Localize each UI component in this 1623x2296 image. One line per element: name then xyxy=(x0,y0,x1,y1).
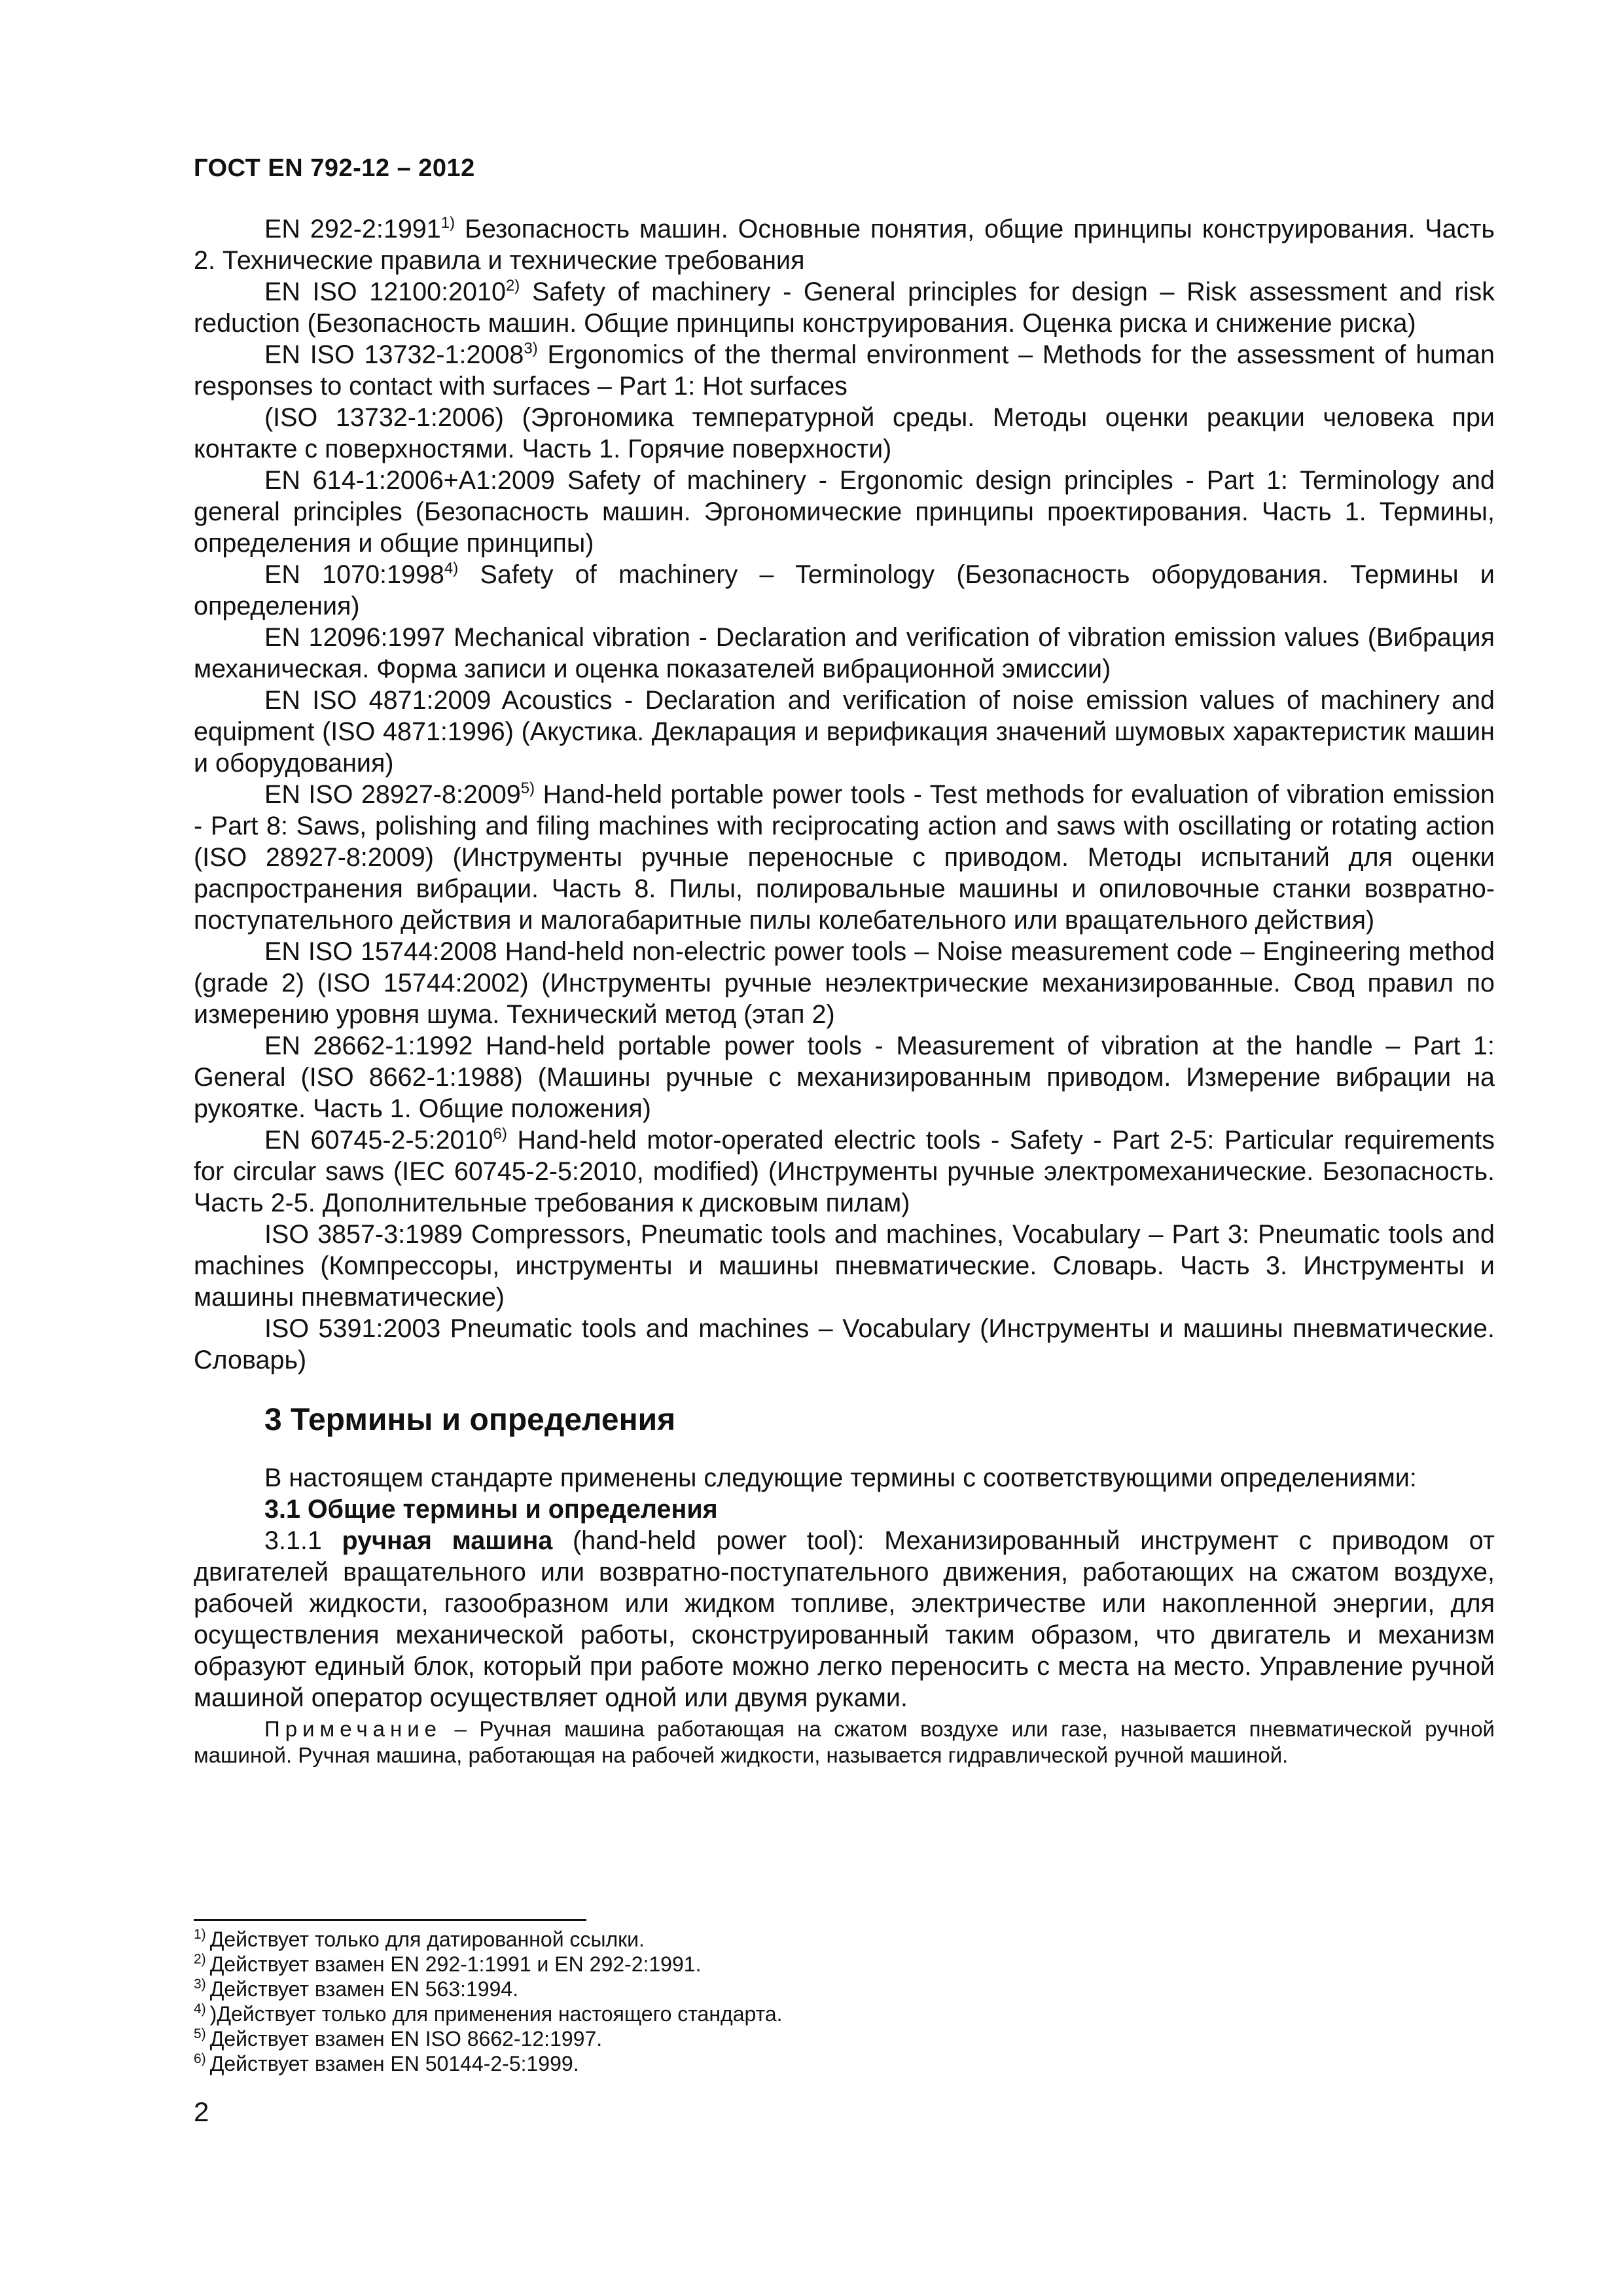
term-definition xyxy=(194,1525,1495,1713)
reference-title: Hand-held portable power tools - Test methods for evaluation of vibration emission - Part 8: Saws, polishing and filing machines with reciprocating action and saws with oscillating or rotating action (ISO 28927-8:2009) (Инструменты ручные переносные с приводом. Методы испытаний для оценки распространения вибрации. Часть 8. Пилы, полировальные машины и опиловочные станки возвратно-поступательного действия и малогабаритные пилы колебательного или вращательного действия) xyxy=(194,780,1495,935)
reference-title: Safety of machinery - General principles for design – Risk assessment and risk reduction (Безопасность машин. Общие принципы конструирования. Оценка риска и снижение риска) xyxy=(194,278,1495,338)
term-number: 3.1.1 xyxy=(264,1526,342,1555)
footnote-text: Действует взамен EN 292-1:1991 и EN 292-2:1991. xyxy=(209,1952,702,1976)
reference-entry xyxy=(194,559,1495,622)
reference-entry xyxy=(194,465,1495,559)
footnote xyxy=(194,2026,1495,2051)
reference-entry xyxy=(194,339,1495,402)
reference-entry xyxy=(194,276,1495,339)
note-label: Примечание xyxy=(264,1717,442,1741)
footnotes-list xyxy=(194,1927,1495,2076)
footnote-mark: 2) xyxy=(194,1952,206,1967)
term-definition-text: (hand-held power tool): Механизированный инструмент с приводом от двигателей вращательного или возвратно-поступательного движения, работающих на сжатом воздухе, рабочей жидкости, газообразном или жидком топливе, электричестве или накопленной энергии, для осуществления механической работы, сконструированный таким образом, что двигатель и механизм образуют единый блок, который при работе можно легко переносить с места на место. Управление ручной машиной оператор осуществляет одной или двумя руками. xyxy=(194,1526,1495,1712)
reference-code: EN 614-1:2006+A1:2009 xyxy=(264,466,555,495)
reference-entry xyxy=(194,1219,1495,1313)
footnote-text: )Действует только для применения настоящего стандарта. xyxy=(209,2002,783,2026)
document-code-header: ГОСТ EN 792-12 – 2012 xyxy=(194,154,475,182)
subsection-heading: 3.1 Общие термины и определения xyxy=(264,1495,718,1524)
reference-entry xyxy=(194,402,1495,465)
normative-references-list xyxy=(194,213,1495,1376)
footnote-marker: 4) xyxy=(444,560,459,577)
footnote-marker: 3) xyxy=(524,340,538,357)
footnote xyxy=(194,1977,1495,2001)
page-number: 2 xyxy=(194,2096,209,2127)
section-heading: 3 Термины и определения xyxy=(264,1403,676,1437)
footnote-marker: 1) xyxy=(440,214,455,232)
footnote-mark: 6) xyxy=(194,2051,206,2066)
reference-code: EN 28662-1:1992 xyxy=(264,1031,473,1060)
reference-code: EN ISO 13732-1:2008 xyxy=(264,340,524,369)
reference-title: Hand-held portable power tools - Measurement of vibration at the handle – Part 1: General (ISO 8662-1:1988) (Машины ручные с механизированным приводом. Измерение вибрации на рукоятке. Часть 1. Общие положения) xyxy=(194,1031,1495,1123)
reference-title: Safety of machinery – Terminology (Безопасность оборудования. Термины и определения) xyxy=(194,560,1495,620)
reference-title: Acoustics - Declaration and verification of noise emission values of machinery and equipment (ISO 4871:1996) (Акустика. Декларация и верификация значений шумовых характеристик машин и оборудования) xyxy=(194,686,1495,778)
reference-title: Compressors, Pneumatic tools and machines, Vocabulary – Part 3: Pneumatic tools and machines (Компрессоры, инструменты и машины пневматические. Словарь. Часть 3. Инструменты и машины пневматические) xyxy=(194,1220,1495,1312)
footnote-marker: 6) xyxy=(493,1125,507,1143)
reference-title: Mechanical vibration - Declaration and verification of vibration emission values (Вибрация механическая. Форма записи и оценка показателей вибрационной эмиссии) xyxy=(194,623,1495,683)
footnote-mark: 4) xyxy=(194,2001,206,2017)
reference-title: Safety of machinery - Ergonomic design principles - Part 1: Terminology and general principles (Безопасность машин. Эргономические принципы проектирования. Часть 1. Термины, определения и общие принципы) xyxy=(194,466,1495,558)
note-text: – Ручная машина работающая на сжатом воздухе или газе, называется пневматической ручной машиной. Ручная машина, работающая на рабочей жидкости, называется гидравлической ручной машиной. xyxy=(194,1717,1495,1767)
footnote-text: Действует взамен EN 50144-2-5:1999. xyxy=(209,2052,579,2075)
footnote-mark: 5) xyxy=(194,2026,206,2041)
reference-code: EN 12096:1997 xyxy=(264,623,446,652)
reference-title: Hand-held motor-operated electric tools - Safety - Part 2-5: Particular requirements for circular saws (IEC 60745-2-5:2010, modified) (Инструменты ручные электромеханические. Безопасность. Часть 2-5. Дополнительные требования к дисковым пилам) xyxy=(194,1126,1495,1217)
footnote-text: Действует только для датированной ссылки. xyxy=(209,1928,645,1951)
term-name: ручная машина xyxy=(342,1526,553,1555)
section-intro: В настоящем стандарте применены следующие термины с соответствующими определениями: xyxy=(264,1463,1417,1492)
footnote-mark: 1) xyxy=(194,1927,206,1942)
footnote xyxy=(194,2001,1495,2026)
document-body xyxy=(194,213,1495,1768)
reference-entry xyxy=(194,622,1495,685)
reference-code: EN ISO 4871:2009 xyxy=(264,686,491,715)
footnote xyxy=(194,1927,1495,1952)
footnote-marker: 5) xyxy=(520,780,535,797)
reference-code: EN ISO 15744:2008 xyxy=(264,937,497,966)
footnote xyxy=(194,1952,1495,1977)
note-paragraph xyxy=(194,1716,1495,1768)
reference-code: EN ISO 12100:2010 xyxy=(264,278,506,306)
reference-entry xyxy=(194,685,1495,779)
footnote-separator xyxy=(194,1919,586,1921)
footnote-marker: 2) xyxy=(505,277,520,295)
reference-entry xyxy=(194,779,1495,936)
reference-code: EN ISO 28927-8:2009 xyxy=(264,780,521,809)
footnote-mark: 3) xyxy=(194,1977,206,1992)
reference-entry xyxy=(194,213,1495,276)
footnote-text: Действует взамен EN ISO 8662-12:1997. xyxy=(209,2027,603,2051)
reference-code: ISO 5391:2003 xyxy=(264,1314,441,1343)
reference-title: (ISO 13732-1:2006) (Эргономика температурной среды. Методы оценки реакции человека при контакте с поверхностями. Часть 1. Горячие поверхности) xyxy=(194,403,1495,463)
reference-title: Pneumatic tools and machines – Vocabulary (Инструменты и машины пневматические. Словарь) xyxy=(194,1314,1495,1374)
reference-entry xyxy=(194,1030,1495,1124)
reference-entry xyxy=(194,1124,1495,1219)
reference-entry xyxy=(194,936,1495,1030)
reference-code: EN 292-2:1991 xyxy=(264,215,441,243)
reference-title: Hand-held non-electric power tools – Noise measurement code – Engineering method (grade 2) (ISO 15744:2002) (Инструменты ручные неэлектрические механизированные. Свод правил по измерению уровня шума. Технический метод (этап 2) xyxy=(194,937,1495,1029)
reference-code: EN 1070:1998 xyxy=(264,560,444,589)
reference-title: Безопасность машин. Основные понятия, общие принципы конструирования. Часть 2. Технические правила и технические требования xyxy=(194,215,1495,275)
reference-code: ISO 3857-3:1989 xyxy=(264,1220,463,1249)
reference-code: EN 60745-2-5:2010 xyxy=(264,1126,493,1155)
footnote-text: Действует взамен EN 563:1994. xyxy=(209,1977,519,2001)
reference-title: Ergonomics of the thermal environment – Methods for the assessment of human responses to contact with surfaces – Part 1: Hot surfaces xyxy=(194,340,1495,401)
footnote xyxy=(194,2051,1495,2076)
reference-entry xyxy=(194,1313,1495,1376)
